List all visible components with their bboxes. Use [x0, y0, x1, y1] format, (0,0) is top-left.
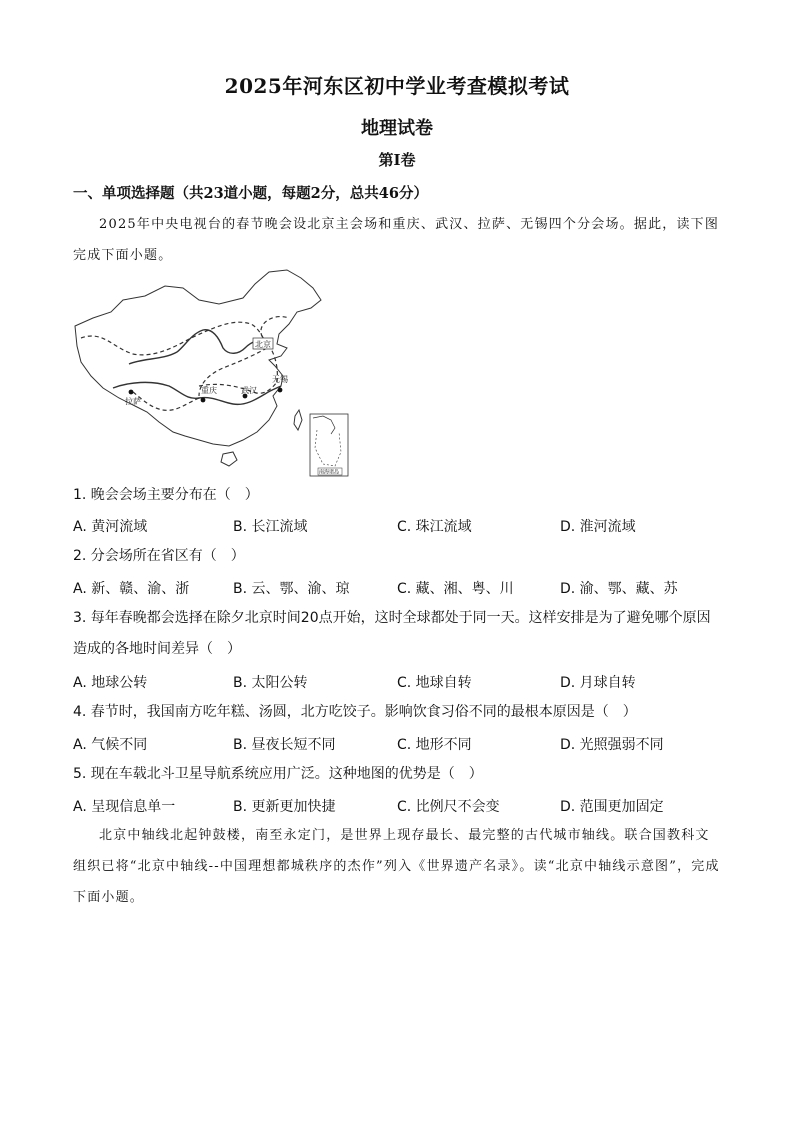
q1-option-d[interactable]: D. 淮河流域 [560, 519, 636, 535]
inset-label: 南海诸岛 [319, 469, 340, 476]
taiwan-island [294, 410, 302, 430]
hainan-island [221, 452, 237, 466]
q3-option-d[interactable]: D. 月球自转 [560, 675, 636, 691]
q2-option-b[interactable]: B. 云、鄂、渝、琼 [233, 581, 350, 597]
q3-option-a[interactable]: A. 地球公转 [73, 675, 148, 691]
question-5-stem: 5. 现在车载北斗卫星导航系统应用广泛。这种地图的优势是（ ） [73, 766, 483, 782]
city-dot-wuxi [278, 388, 283, 393]
q4-option-c[interactable]: C. 地形不同 [397, 737, 472, 753]
route-line [133, 392, 199, 410]
q3-option-c[interactable]: C. 地球自转 [397, 675, 472, 691]
question-1-stem: 1. 晚会会场主要分布在（ ） [73, 487, 259, 503]
question-4-stem: 4. 春节时，我国南方吃年糕、汤圆，北方吃饺子。影响饮食习俗不同的最根本原因是（ ） [73, 704, 637, 720]
section-heading: 一、单项选择题（共23道小题，每题2分，总共46分） [73, 185, 428, 202]
label-beijing: 北京 [255, 340, 271, 349]
exam-volume: 第Ⅰ卷 [378, 151, 416, 169]
route-line [81, 322, 267, 355]
question-2-stem: 2. 分会场所在省区有（ ） [73, 548, 245, 564]
q3-option-b[interactable]: B. 太阳公转 [233, 675, 308, 691]
q2-option-a[interactable]: A. 新、赣、渝、浙 [73, 581, 190, 597]
q2-option-d[interactable]: D. 渝、鄂、藏、苏 [560, 581, 678, 597]
china-map-figure [73, 268, 353, 480]
q1-option-a[interactable]: A. 黄河流域 [73, 519, 148, 535]
china-map [73, 268, 353, 480]
label-wuxi: 无锡 [272, 375, 288, 384]
label-lhasa: 拉萨 [125, 397, 141, 406]
exam-title: 2025年河东区初中学业考查模拟考试 [224, 74, 570, 98]
exam-subject: 地理试卷 [361, 118, 433, 139]
label-chongqing: 重庆 [201, 386, 217, 395]
q4-option-d[interactable]: D. 光照强弱不同 [560, 737, 664, 753]
q2-option-c[interactable]: C. 藏、湘、粤、川 [397, 581, 514, 597]
label-wuhan: 武汉 [241, 386, 257, 395]
question-3-stem: 3. 每年春晚都会选择在除夕北京时间20点开始，这时全球都处于同一天。这样安排是为了避免哪个原因造成的各地时间差异（ ） [73, 610, 711, 657]
q4-option-b[interactable]: B. 昼夜长短不同 [233, 737, 336, 753]
q5-option-c[interactable]: C. 比例尺不会变 [397, 799, 500, 815]
q5-option-b[interactable]: B. 更新更加快捷 [233, 799, 336, 815]
passage-1: 2025年中央电视台的春节晚会设北京主会场和重庆、武汉、拉萨、无锡四个分会场。据此，读下图完成下面小题。 [73, 217, 720, 263]
q4-option-a[interactable]: A. 气候不同 [73, 737, 148, 753]
q5-option-d[interactable]: D. 范围更加固定 [560, 799, 664, 815]
city-dot-chongqing [201, 398, 206, 403]
passage-2: 北京中轴线北起钟鼓楼，南至永定门，是世界上现存最长、最完整的古代城市轴线。联合国教科文组织已将“北京中轴线--中国理想都城秩序的杰作”列入《世界遗产名录》。读“北京中轴线示意图”，完成下面小题。 [73, 828, 720, 905]
q5-option-a[interactable]: A. 呈现信息单一 [73, 799, 176, 815]
china-outline [75, 270, 321, 446]
q1-option-b[interactable]: B. 长江流域 [233, 519, 308, 535]
q1-option-c[interactable]: C. 珠江流域 [397, 519, 472, 535]
city-dot-lhasa [129, 390, 134, 395]
south-china-sea-inset [310, 414, 348, 476]
